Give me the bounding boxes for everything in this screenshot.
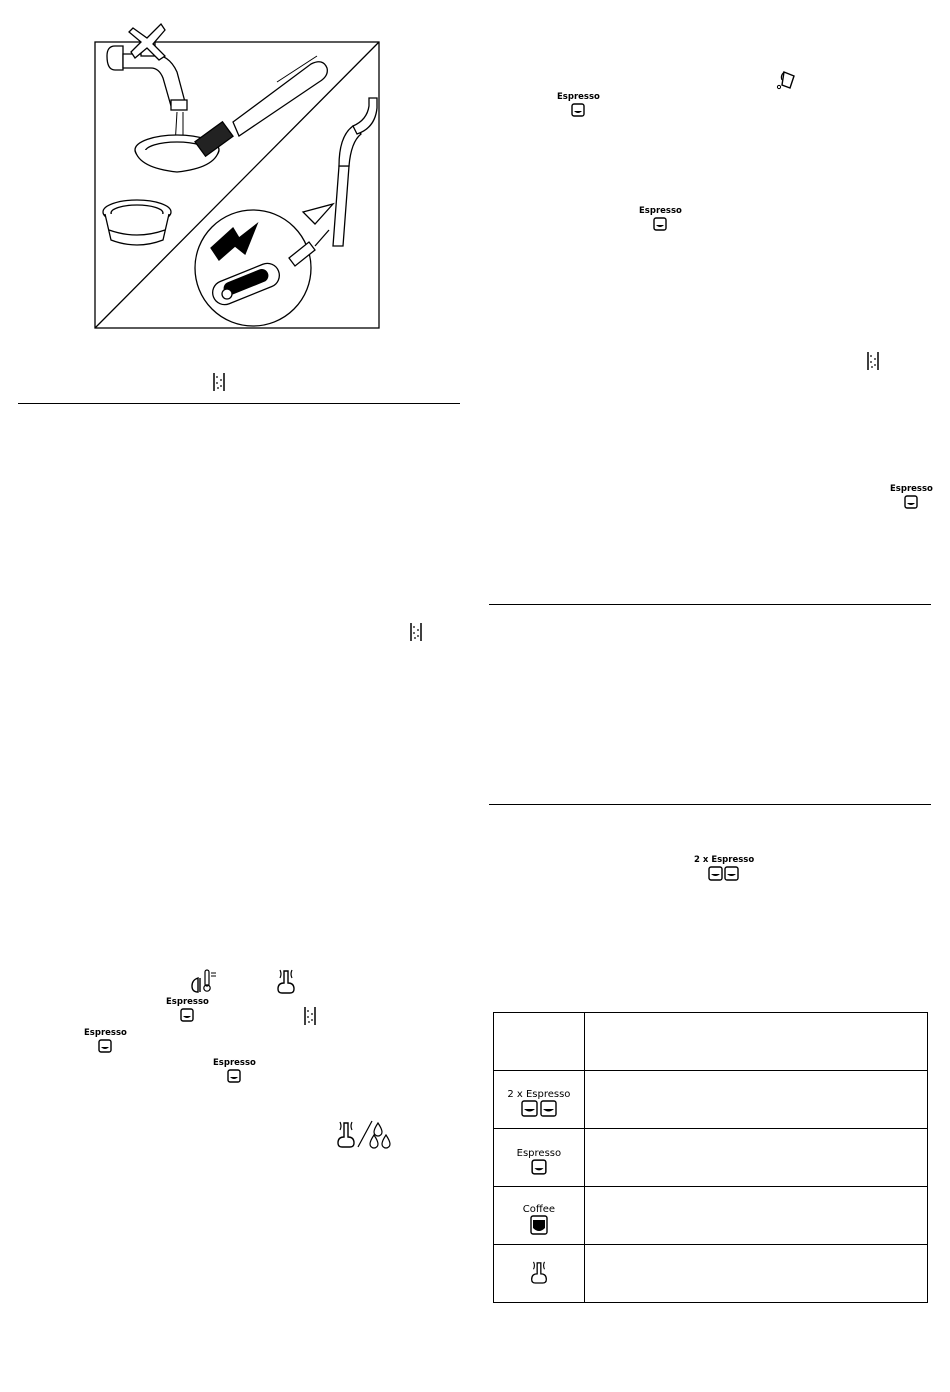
pour-icon — [776, 70, 798, 90]
descale-icon — [409, 622, 423, 642]
espresso-label: Espresso — [84, 1028, 127, 1038]
table-key-cell — [494, 1245, 585, 1303]
descale-icon — [303, 1006, 317, 1026]
espresso-label: Espresso — [639, 206, 682, 216]
cup-icon — [98, 1039, 112, 1053]
table-key-cell — [494, 1013, 585, 1071]
cup-icon — [531, 1159, 547, 1175]
cup-icon — [571, 103, 585, 117]
cleaning-illustration — [93, 18, 383, 330]
cup-icon — [180, 1008, 194, 1022]
temperature-icon — [190, 968, 218, 994]
espresso-button — [213, 1059, 256, 1083]
table-row — [494, 1071, 928, 1129]
double-espresso-button — [694, 856, 754, 882]
espresso-label: Espresso — [890, 484, 933, 494]
steam-icon — [274, 967, 298, 995]
espresso-button — [84, 1029, 127, 1053]
table-row — [494, 1187, 928, 1245]
espresso-label: Espresso — [516, 1147, 562, 1159]
button-table — [493, 1012, 928, 1303]
double-cup-icon — [521, 1100, 557, 1118]
steam-water-icon — [334, 1117, 394, 1149]
steam-icon — [528, 1259, 550, 1285]
cup-icon — [653, 217, 667, 231]
divider-right-1 — [489, 604, 931, 605]
double-cup-icon — [708, 866, 740, 882]
espresso-button — [639, 207, 682, 231]
table-value-cell — [584, 1013, 927, 1071]
cup-icon — [227, 1069, 241, 1083]
divider-left-top — [18, 403, 460, 404]
cup-icon — [904, 495, 918, 509]
tall-cup-icon — [530, 1215, 548, 1235]
table-key-cell — [494, 1071, 585, 1129]
table-key-cell — [494, 1129, 585, 1187]
descale-icon — [866, 351, 880, 371]
table-value-cell — [584, 1071, 927, 1129]
descale-icon — [212, 372, 226, 392]
espresso-label: Espresso — [213, 1058, 256, 1068]
double-espresso-label: 2 x Espresso — [507, 1088, 571, 1100]
espresso-button — [890, 485, 933, 509]
espresso-label: Espresso — [557, 92, 600, 102]
table-key-cell — [494, 1187, 585, 1245]
table-value-cell — [584, 1245, 927, 1303]
table-row — [494, 1013, 928, 1071]
table-row — [494, 1129, 928, 1187]
table-value-cell — [584, 1187, 927, 1245]
table-value-cell — [584, 1129, 927, 1187]
espresso-button — [557, 93, 600, 117]
divider-right-2 — [489, 804, 931, 805]
table-row — [494, 1245, 928, 1303]
espresso-label: Espresso — [166, 997, 209, 1007]
coffee-label: Coffee — [522, 1203, 556, 1215]
double-espresso-label: 2 x Espresso — [694, 855, 755, 865]
espresso-button — [166, 998, 209, 1022]
